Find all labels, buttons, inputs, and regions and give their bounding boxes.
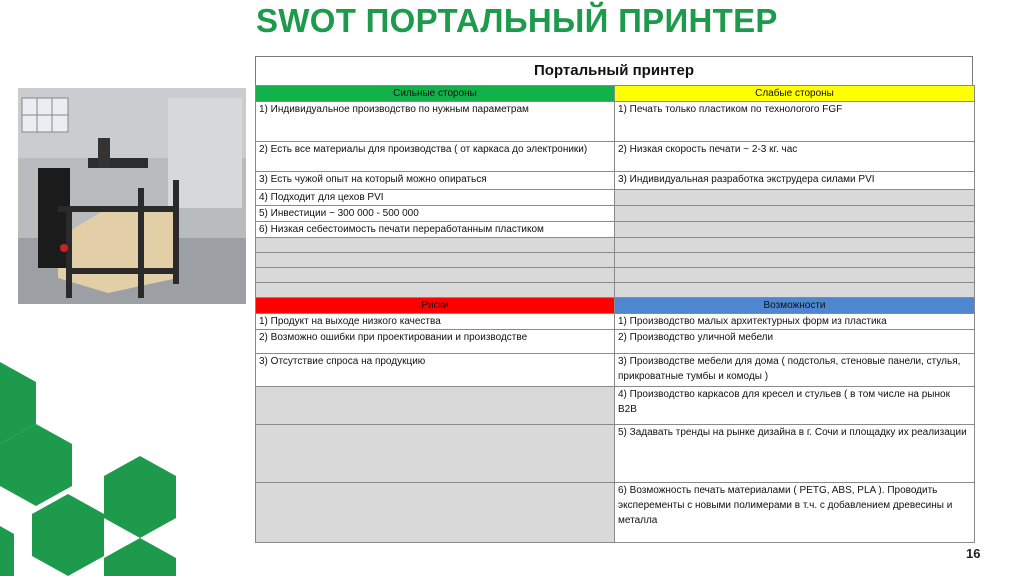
slide-title: SWOT ПОРТАЛЬНЫЙ ПРИНТЕР: [256, 2, 778, 39]
strength-4: 4) Подходит для цехов PVI: [256, 190, 615, 206]
strength-3: 3) Есть чужой опыт на который можно опираться: [256, 172, 615, 190]
weakness-3: 3) Индивидуальная разработка экструдера силами PVI: [615, 172, 975, 190]
empty-cell: [256, 387, 615, 425]
opportunity-4: 4) Производство каркасов для кресел и стульев ( в том числе на рынок B2B: [615, 387, 975, 425]
empty-cell: [256, 253, 615, 268]
hexagon-shape: [0, 526, 14, 576]
empty-cell: [615, 283, 975, 298]
empty-cell: [615, 238, 975, 253]
opportunity-6: 6) Возможность печать материалами ( PETG, ABS, PLA ). Проводить эксперементы с новыми полимерами в т.ч. с добавлением древесины и металла: [615, 483, 975, 543]
opportunity-5: 5) Задавать тренды на рынке дизайна в г. Сочи и площадку их реализации: [615, 425, 975, 483]
opportunities-header: Возможности: [615, 298, 975, 314]
page-number: 16: [966, 546, 981, 561]
threat-3: 3) Отсутствие спроса на продукцию: [256, 354, 615, 387]
threat-1: 1) Продукт на выходе низкого качества: [256, 314, 615, 330]
empty-cell: [256, 238, 615, 253]
opportunity-2: 2) Производство уличной мебели: [615, 330, 975, 354]
empty-cell: [615, 206, 975, 222]
empty-cell: [256, 268, 615, 283]
strengths-header: Сильные стороны: [256, 86, 615, 102]
opportunity-3: 3) Производстве мебели для дома ( подстолья, стеновые панели, стулья, прикроватные тумбы и комоды ): [615, 354, 975, 387]
empty-cell: [256, 425, 615, 483]
swot-table: [255, 56, 973, 543]
weakness-2: 2) Низкая скорость печати ~ 2-3 кг. час: [615, 142, 975, 172]
weaknesses-header: Слабые стороны: [615, 86, 975, 102]
strength-5: 5) Инвестиции ~ 300 000 - 500 000: [256, 206, 615, 222]
opportunity-1: 1) Производство малых архитектурных форм из пластика: [615, 314, 975, 330]
empty-cell: [256, 483, 615, 543]
weakness-1: 1) Печать только пластиком по технологого FGF: [615, 102, 975, 142]
hexagon-shape: [32, 494, 104, 576]
strength-6: 6) Низкая себестоимость печати переработанным пластиком: [256, 222, 615, 238]
empty-cell: [615, 268, 975, 283]
empty-cell: [615, 253, 975, 268]
empty-cell: [615, 222, 975, 238]
swot-table-title: Портальный принтер: [255, 56, 973, 85]
hexagon-shape: [104, 538, 176, 576]
hexagon-decoration: [0, 360, 190, 576]
strength-1: 1) Индивидуальное производство по нужным параметрам: [256, 102, 615, 142]
printer-photo: [18, 88, 246, 304]
empty-cell: [615, 190, 975, 206]
strength-2: 2) Есть все материалы для производства ( от каркаса до электроники): [256, 142, 615, 172]
hexagon-shape: [104, 456, 176, 538]
threats-header: Риски: [256, 298, 615, 314]
empty-cell: [256, 283, 615, 298]
threat-2: 2) Возможно ошибки при проектировании и производстве: [256, 330, 615, 354]
